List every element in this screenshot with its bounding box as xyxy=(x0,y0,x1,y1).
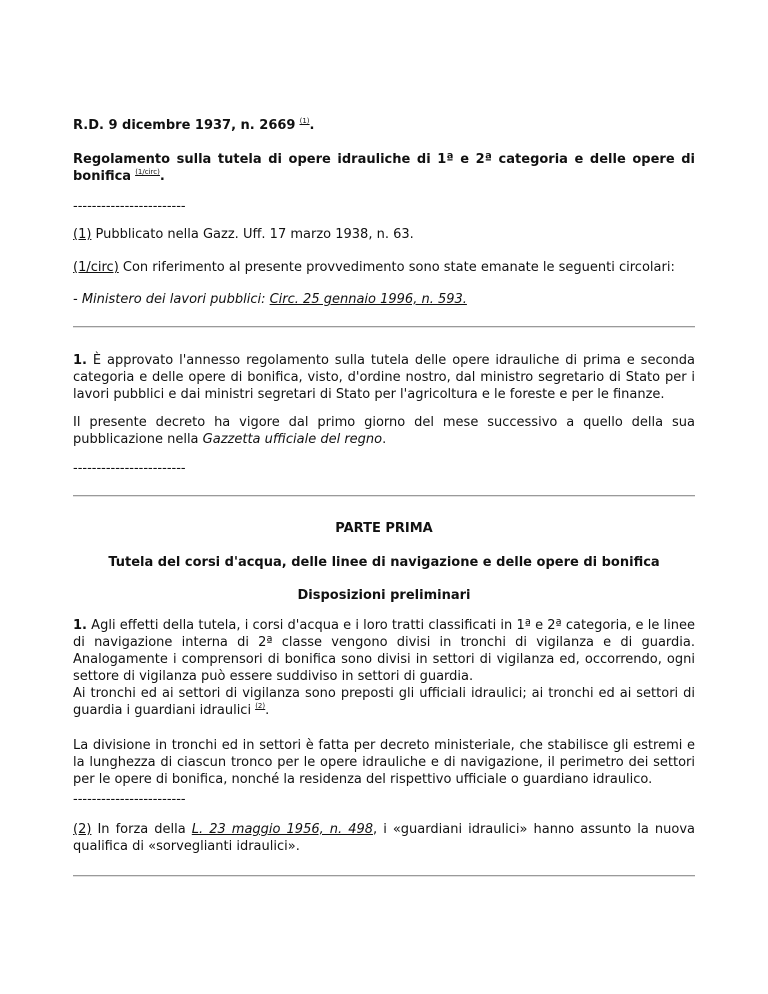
vigore-text: Il presente decreto ha vigore dal primo giorno del mese successivo a quello della sua pubblicazione nella xyxy=(73,415,695,447)
article-1-para-2-end: . xyxy=(265,703,270,718)
section-heading-text: Disposizioni preliminari xyxy=(297,588,471,603)
article-1-para-3-text: La divisione in tronchi ed in settori è fatta per decreto ministeriale, che stabilisce gli estremi e la lunghezza di ciascun tronco per le opere idrauliche e di navigazione, il perimetro dei settori per le opere di bonifica, nonché la residenza del rispettivo ufficiale o guardiano idraulico. xyxy=(73,738,695,787)
note-2-text-b: , i «guardiani idraulici» hanno assunto la nuova qualifica di «sorveglianti idraulici». xyxy=(73,822,695,854)
decree-article-text: È approvato l'annesso regolamento sulla tutela delle opere idrauliche di prima e seconda categoria e delle opere di bonifica, visto, d'ordine nostro, dal ministro segretario di Stato per i lavori pubblici e dai ministri segretari di Stato per l'agricoltura e le foreste e per le finanze. xyxy=(73,353,695,402)
article-1-para-3 xyxy=(73,737,695,788)
note-circ-text: Con riferimento al presente provvedimento sono state emanate le seguenti circolari: xyxy=(118,260,675,275)
circular-link[interactable]: Circ. 25 gennaio 1996, n. 593. xyxy=(269,292,467,307)
decree-vigore xyxy=(73,414,695,448)
article-1-number: 1. xyxy=(73,618,87,633)
section-heading xyxy=(73,587,695,604)
part-subheading-text: Tutela del corsi d'acqua, delle linee di navigazione e delle opere di bonifica xyxy=(108,555,660,570)
note-2-text-a: In forza della xyxy=(91,822,192,837)
separator-1: ------------------------ xyxy=(73,199,186,214)
decree-article-number: 1. xyxy=(73,353,87,368)
note-circ xyxy=(73,259,695,276)
article-1-para-1-text: Agli effetti della tutela, i corsi d'acqua e i loro tratti classificati in 1ª e 2ª categoria, e le linee di navigazione interna di 2ª classe vengono divisi in tronchi di vigilanza e di guardia. Analogamente i comprensori di bonifica sono divisi in settori di vigilanza ed, occorrendo, ogni settore di vigilanza può essere suddiviso in settori di guardia. xyxy=(73,618,695,684)
regulation-title xyxy=(73,151,695,185)
separator-2: ------------------------ xyxy=(73,461,186,476)
note-circ-anchor-link[interactable]: (1/circ) xyxy=(73,260,119,275)
regulation-title-text: Regolamento sulla tutela di opere idrauliche di 1ª e 2ª categoria e delle opere di bonifica xyxy=(73,152,695,184)
gazzetta-text: Gazzetta ufficiale del regno xyxy=(202,432,383,447)
decree-article-1 xyxy=(73,352,695,403)
article-1-para-1 xyxy=(73,617,695,685)
law-link[interactable]: L. 23 maggio 1956, n. 498 xyxy=(191,822,374,837)
divider-2 xyxy=(73,495,695,497)
regulation-title-end: . xyxy=(159,169,165,184)
article-1-para-2-text: Ai tronchi ed ai settori di vigilanza sono preposti gli ufficiali idraulici; ai tronchi ed ai settori di guardia i guardiani idraulici xyxy=(73,686,695,718)
part-subheading xyxy=(73,554,695,571)
divider-1 xyxy=(73,326,695,328)
decree-title-end: . xyxy=(309,118,315,133)
part-heading xyxy=(73,520,695,537)
note-1-ref-link[interactable]: (1) xyxy=(299,117,310,125)
article-1-para-2 xyxy=(73,685,695,719)
note-2 xyxy=(73,821,695,855)
decree-title xyxy=(73,117,695,134)
vigore-end: . xyxy=(382,432,387,447)
ministry-circular xyxy=(73,291,695,308)
part-heading-text: PARTE PRIMA xyxy=(335,521,433,536)
note-1-anchor-link[interactable]: (1) xyxy=(73,227,92,242)
note-1-text: Pubblicato nella Gazz. Uff. 17 marzo 1938, n. 63. xyxy=(91,227,414,242)
divider-3 xyxy=(73,875,695,877)
separator-3: ------------------------ xyxy=(73,792,186,807)
note-1 xyxy=(73,226,695,243)
note-2-ref-link[interactable]: (2) xyxy=(255,702,266,710)
ministry-prefix: - Ministero dei lavori pubblici: xyxy=(73,292,270,307)
note-2-anchor-link[interactable]: (2) xyxy=(73,822,92,837)
note-circ-ref-link[interactable]: (1/circ) xyxy=(135,168,160,176)
decree-title-text: R.D. 9 dicembre 1937, n. 2669 xyxy=(73,118,296,133)
